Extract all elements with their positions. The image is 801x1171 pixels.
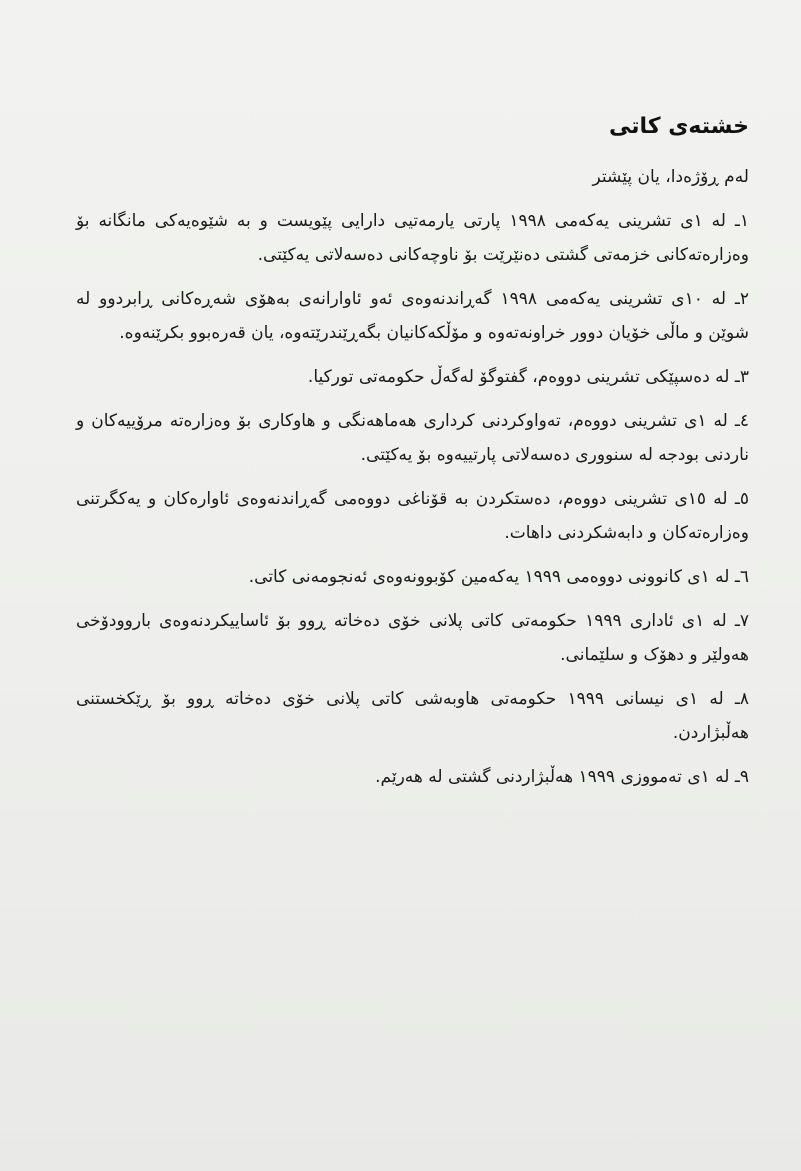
item-number: ٣ـ xyxy=(734,367,749,387)
list-item xyxy=(76,282,749,350)
list-item xyxy=(76,760,749,794)
item-number: ١ـ xyxy=(734,211,750,231)
item-number: ٩ـ xyxy=(734,767,749,787)
item-text: لە ١ی کانوونی دووەمی ١٩٩٩ یەکەمین کۆبوونەوەی ئەنجومەنی کاتی. xyxy=(248,567,730,587)
item-number: ٨ـ xyxy=(734,689,750,709)
item-number: ٢ـ xyxy=(734,289,750,309)
list-item xyxy=(76,360,749,394)
intro-line: لەم ڕۆژەدا، یان پێشتر xyxy=(592,167,749,187)
item-number: ٤ـ xyxy=(734,411,749,431)
list-item xyxy=(76,682,749,750)
item-text: لە ١ی تەمووزی ١٩٩٩ هەڵبژاردنی گشتی لە هەرێم. xyxy=(375,767,730,787)
list-item xyxy=(76,482,749,550)
document-title: خشتەی کاتی xyxy=(609,114,749,139)
item-text: لە ١ی تشرینی یەکەمی ١٩٩٨ پارتی یارمەتیی دارایی پێویست و بە شێوەیەکی مانگانە بۆ وەزارەتەکانی خزمەتی گشتی دەنێرێت بۆ ناوچەکانی دەسەلاتی یەکێتی. xyxy=(76,211,749,265)
item-text: لە دەسپێکی تشرینی دووەم، گفتوگۆ لەگەڵ حکومەتی تورکیا. xyxy=(307,367,730,387)
list-item xyxy=(76,560,749,594)
schedule-list xyxy=(76,204,749,794)
item-text: لە ١٠ی تشرینی یەکەمی ١٩٩٨ گەڕاندنەوەی ئەو ئاوارانەی بەهۆی شەڕەکانی ڕابردوو لە شوێن و ماڵی خۆیان دوور خراونەتەوە و مۆڵکەکانیان بگەڕێندرێتەوە، یان قەرەبوو بکرێنەوە. xyxy=(76,289,749,343)
item-text: لە ١ی نیسانی ١٩٩٩ حکومەتی هاوبەشی کاتی پلانی خۆی دەخاتە ڕوو بۆ ڕێکخستنی هەڵبژاردن. xyxy=(76,689,749,743)
item-number: ٧ـ xyxy=(734,611,749,631)
item-number: ٦ـ xyxy=(734,567,749,587)
list-item xyxy=(76,604,749,672)
list-item xyxy=(76,404,749,472)
item-number: ٥ـ xyxy=(734,489,749,509)
item-text: لە ١٥ی تشرینی دووەم، دەستکردن بە قۆناغی دووەمی گەڕاندنەوەی ئاوارەکان و یەکگرتنی وەزارەتەکان و دابەشکردنی داهات. xyxy=(76,489,749,543)
item-text: لە ١ی ئاداری ١٩٩٩ حکومەتی کاتی پلانی خۆی دەخاتە ڕوو بۆ ئاساییکردنەوەی باروودۆخی هەولێر و دهۆک و سلێمانی. xyxy=(76,611,749,665)
item-text: لە ١ی تشرینی دووەم، تەواوکردنی کرداری هەماهەنگی و هاوکاری بۆ وەزارەتە مرۆییەکان و ناردنی بودجە لە سنووری دەسەلاتی پارتییەوە بۆ یەکێتی. xyxy=(76,411,749,465)
list-item xyxy=(76,204,749,272)
